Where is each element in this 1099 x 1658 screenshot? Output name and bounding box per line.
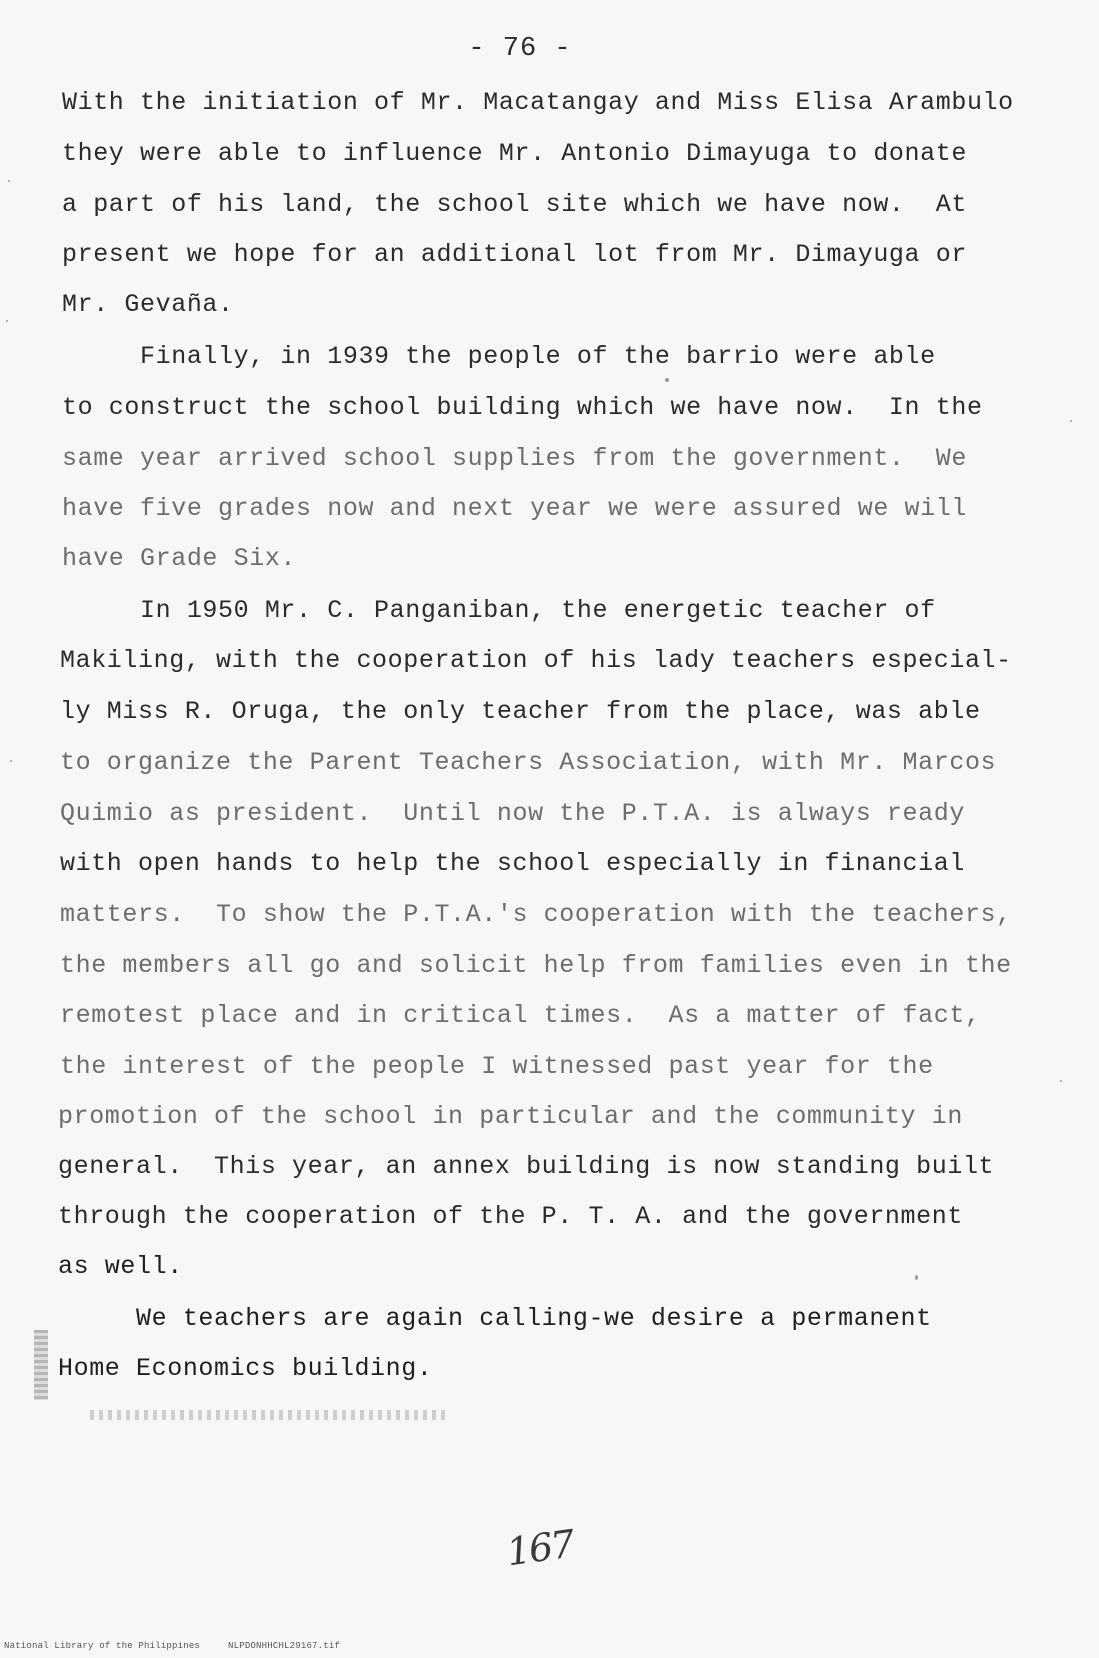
text-line-22: general. This year, an annex building is now standing built bbox=[58, 1152, 995, 1181]
text-line-6: Finally, in 1939 the people of the barrio were able bbox=[62, 342, 936, 371]
scan-speck bbox=[915, 1275, 918, 1280]
footer-source: National Library of the Philippines bbox=[4, 1641, 201, 1651]
text-line-9: have five grades now and next year we were assured we will bbox=[62, 494, 967, 523]
text-line-17: matters. To show the P.T.A.'s cooperation with the teachers, bbox=[60, 900, 1012, 929]
stamp-number: 167 bbox=[503, 1521, 576, 1575]
text-line-21: promotion of the school in particular and the community in bbox=[58, 1102, 963, 1131]
text-line-7: to construct the school building which we have now. In the bbox=[62, 393, 983, 422]
text-line-1: With the initiation of Mr. Macatangay and Miss Elisa Arambulo bbox=[62, 88, 1014, 117]
text-line-11: In 1950 Mr. C. Panganiban, the energetic teacher of bbox=[62, 596, 936, 625]
text-line-25: We teachers are again calling-we desire a permanent bbox=[58, 1304, 932, 1333]
scan-speck bbox=[1060, 1080, 1062, 1082]
scan-speck bbox=[665, 378, 669, 382]
text-line-20: the interest of the people I witnessed past year for the bbox=[60, 1052, 934, 1081]
text-line-15: Quimio as president. Until now the P.T.A. is always ready bbox=[60, 799, 965, 828]
footer-filename: NLPDONHHCHL29167.tif bbox=[228, 1641, 341, 1651]
text-line-16: with open hands to help the school especially in financial bbox=[60, 849, 965, 878]
text-line-13: ly Miss R. Oruga, the only teacher from the place, was able bbox=[60, 697, 981, 726]
scan-speck bbox=[8, 180, 10, 182]
scan-smudge bbox=[34, 1330, 48, 1400]
text-line-18: the members all go and solicit help from families even in the bbox=[60, 951, 1012, 980]
text-line-3: a part of his land, the school site which we have now. At bbox=[62, 190, 967, 219]
scan-speck bbox=[6, 320, 8, 322]
text-line-23: through the cooperation of the P. T. A. and the government bbox=[58, 1202, 963, 1231]
page-number: - 76 - bbox=[468, 34, 572, 64]
handwritten-page-number-stamp bbox=[498, 1515, 581, 1583]
text-line-10: have Grade Six. bbox=[62, 544, 297, 573]
text-line-19: remotest place and in critical times. As a matter of fact, bbox=[60, 1001, 981, 1030]
text-line-24: as well. bbox=[58, 1252, 183, 1281]
scan-footer bbox=[4, 1641, 368, 1651]
text-line-2: they were able to influence Mr. Antonio Dimayuga to donate bbox=[62, 139, 967, 168]
scan-smudge-bottom bbox=[90, 1410, 450, 1420]
text-line-8: same year arrived school supplies from the government. We bbox=[62, 444, 967, 473]
text-line-14: to organize the Parent Teachers Association, with Mr. Marcos bbox=[60, 748, 997, 777]
scan-speck bbox=[1070, 420, 1072, 422]
scan-speck bbox=[10, 760, 12, 762]
text-line-5: Mr. Gevaña. bbox=[62, 290, 234, 319]
text-line-4: present we hope for an additional lot from Mr. Dimayuga or bbox=[62, 240, 967, 269]
text-line-26: Home Economics building. bbox=[58, 1354, 433, 1383]
text-line-12: Makiling, with the cooperation of his lady teachers especial- bbox=[60, 646, 1012, 675]
